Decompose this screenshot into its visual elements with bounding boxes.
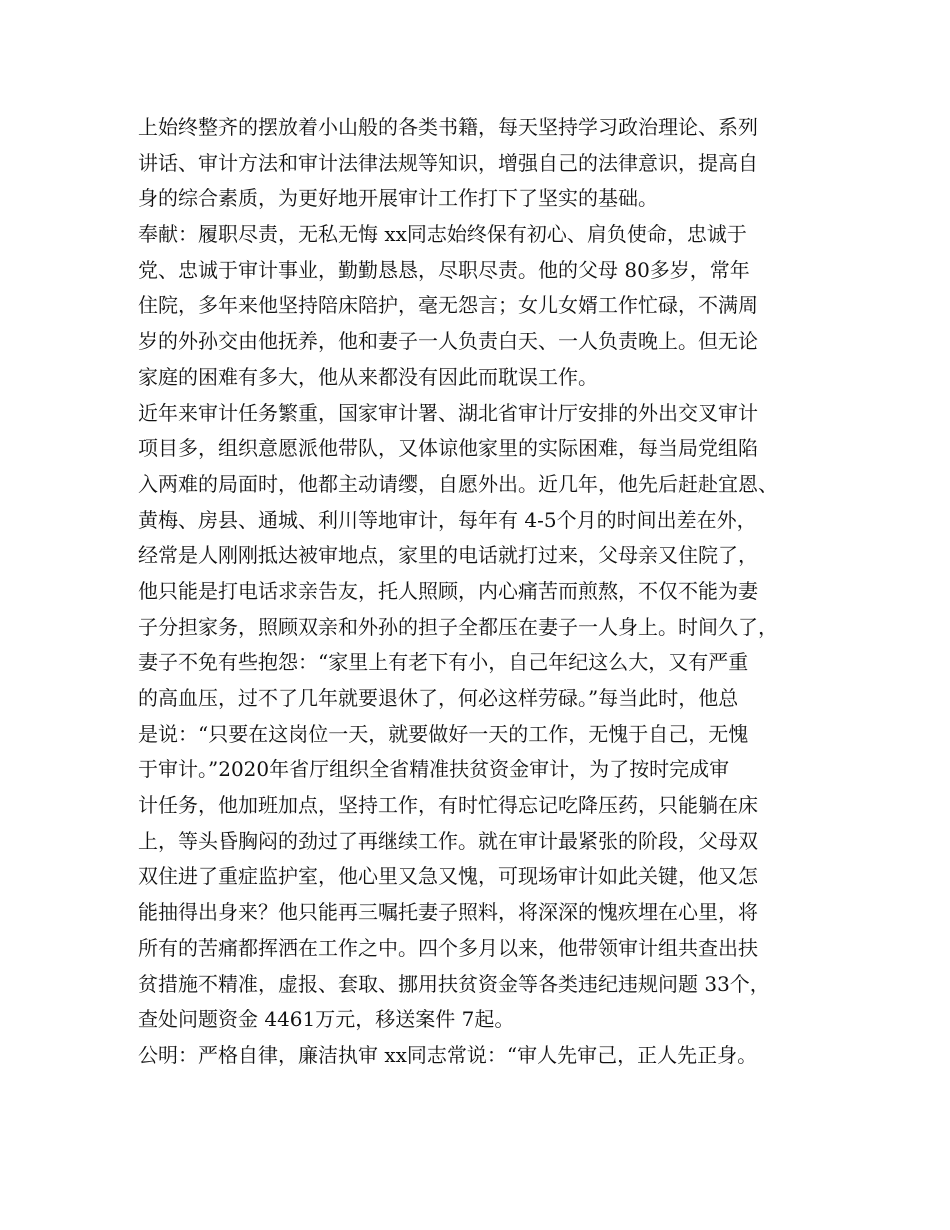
- text-line: 入两难的局面时，他都主动请缨，自愿外出。近几年，他先后赶赴宜恩、: [138, 471, 778, 496]
- text-line: 黄梅、房县、通城、利川等地审计，每年有 4-5个月的时间出差在外，: [138, 507, 757, 532]
- text-line: 计任务，他加班加点，坚持工作，有时忙得忘记吃降压药，只能躺在床: [138, 793, 758, 818]
- text-line: 项目多，组织意愿派他带队，又体谅他家里的实际困难，每当局党组陷: [138, 436, 758, 461]
- text-line: 讲话、审计方法和审计法律法规等知识，增强自己的法律意识，提高自: [138, 150, 758, 175]
- text-line: 所有的苦痛都挥洒在工作之中。四个多月以来，他带领审计组共查出扶: [138, 935, 758, 960]
- text-line: 经常是人刚刚抵达被审地点，家里的电话就打过来，父母亲又住院了，: [138, 543, 758, 568]
- text-line: 岁的外孙交由他抚养，他和妻子一人负责白天、一人负责晚上。但无论: [138, 329, 758, 354]
- text-line: 上，等头昏胸闷的劲过了再继续工作。就在审计最紧张的阶段，父母双: [138, 828, 758, 853]
- text-line: 他只能是打电话求亲告友，托人照顾，内心痛苦而煎熬，不仅不能为妻: [138, 578, 758, 603]
- text-line: 住院，多年来他坚持陪床陪护，毫无怨言；女儿女婿工作忙碌，不满周: [138, 293, 758, 318]
- text-line: 是说：“只要在这岗位一天，就要做好一天的工作，无愧于自己，无愧: [138, 721, 749, 746]
- text-line: 能抽得出身来？他只能再三嘱托妻子照料，将深深的愧疚埋在心里，将: [138, 900, 758, 925]
- text-line: 子分担家务，照顾双亲和外孙的担子全都压在妻子一人身上。时间久了，: [138, 614, 778, 639]
- text-line: 公明：严格自律，廉洁执审 xx同志常说：“审人先审己，正人先正身。: [138, 1042, 758, 1067]
- text-line: 妻子不免有些抱怨：“家里上有老下有小，自己年纪这么大，又有严重: [138, 650, 749, 675]
- text-line: 党、忠诚于审计事业，勤勤恳恳，尽职尽责。他的父母 80多岁，常年: [138, 257, 750, 282]
- text-line: 于审计。”2020年省厅组织全省精准扶贫资金审计，为了按时完成审: [138, 757, 730, 782]
- text-line: 贫措施不精准，虚报、套取、挪用扶贫资金等各类违纪违规问题 33个，: [138, 971, 770, 996]
- text-line: 近年来审计任务繁重，国家审计署、湖北省审计厅安排的外出交叉审计: [138, 400, 758, 425]
- text-line: 的高血压，过不了几年就要退休了，何必这样劳碌。”每当此时，他总: [138, 686, 739, 710]
- text-line: 家庭的困难有多大，他从来都没有因此而耽误工作。: [138, 364, 598, 389]
- text-line: 上始终整齐的摆放着小山般的各类书籍，每天坚持学习政治理论、系列: [138, 115, 758, 139]
- text-line: 奉献：履职尽责，无私无悔 xx同志始终保有初心、肩负使命，忠诚于: [138, 222, 747, 247]
- text-line: 身的综合素质，为更好地开展审计工作打下了坚实的基础。: [138, 186, 658, 211]
- document-body: [138, 110, 828, 1074]
- text-line: 双住进了重症监护室，他心里又急又愧，可现场审计如此关键，他又怎: [138, 864, 758, 889]
- text-line: 查处问题资金 4461万元，移送案件 7起。: [138, 1007, 515, 1032]
